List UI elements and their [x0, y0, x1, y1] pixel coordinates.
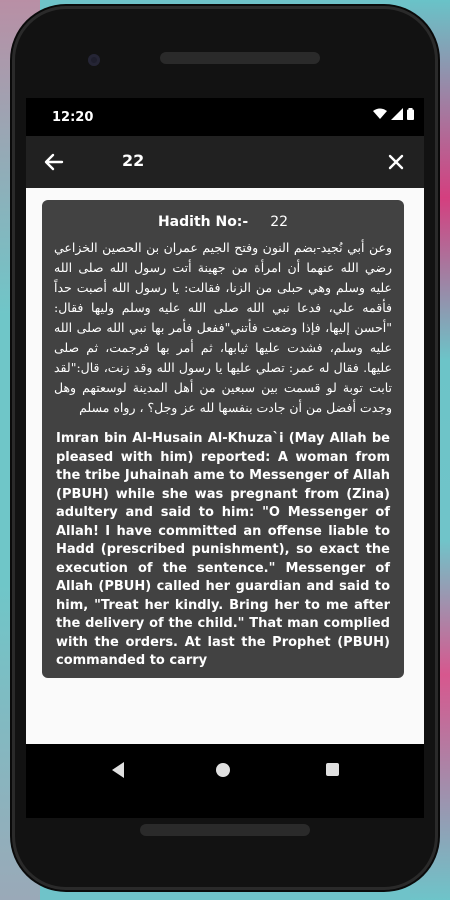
- front-camera: [88, 54, 100, 66]
- navigation-bar: [26, 744, 424, 802]
- app-bar: [26, 136, 424, 188]
- arrow-left-icon: [44, 152, 64, 172]
- page-title: 22: [122, 151, 145, 170]
- hadith-number-header: [42, 214, 404, 230]
- nav-recent-apps-icon[interactable]: [326, 763, 339, 776]
- earpiece-speaker: [160, 52, 320, 64]
- close-button[interactable]: [382, 148, 410, 176]
- hadith-card[interactable]: [42, 200, 404, 678]
- hadith-label: Hadith No:-: [157, 214, 249, 230]
- nav-home-icon[interactable]: [216, 763, 230, 777]
- wifi-icon: [373, 108, 387, 120]
- close-icon: [387, 153, 405, 171]
- phone-frame: [12, 6, 438, 890]
- nav-back-icon[interactable]: [112, 762, 124, 778]
- battery-icon: [407, 108, 414, 120]
- content-area: [26, 188, 424, 744]
- status-bar: [26, 98, 424, 136]
- arabic-text: وعن أبي نُجيد-بضم النون وفتح الجيم عمران بن الحصين الخزاعي رضي الله عنهما أن امرأة من جهينة أتت رسول الله صلى الله عليه وسلم وهي حبلى من الزنا، فقالت: يا رسول الله أصبت حداً فأقمه علي، فدعا نبي الله صلى الله عليه وسلم وليها فقال: "أحسن إليها، فإذا وضعت فأتني"ففعل فأمر بها نبي الله صلى الله عليه وسلم، فشدت عليها ثيابها، ثم أمر بها فرجمت، ثم صلى عليها. فقال له عمر: تصلي عليها يا رسول الله وقد زنت، قال:"لقد تابت توبة لو قسمت بين سبعين من أهل المدينة لوسعتهم وهل وجدت أفضل من أن جادت بنفسها لله عز وجل؟ ، رواه مسلم: [54, 240, 392, 415]
- status-time: 12:20: [52, 110, 94, 125]
- english-text: Imran bin Al-Husain Al-Khuza`i (May Allah be pleased with him) reported: A woman from the tribe Juhainah ame to Messenger of Allah (PBUH) while she was pregnant from (Zina) adultery and said to him: "O Messenger of Allah! I have committed an offense liable to Hadd (prescribed punishment), so exact the execution of the sentence." Messenger of Allah (PBUH) called her guardian and said to him, "Treat her kindly. Bring her to me after the delivery of the child." That man complied with the orders. At last the Prophet (PBUH) commanded to carry: [56, 431, 390, 668]
- status-icons: [373, 108, 414, 120]
- bottom-speaker: [140, 824, 310, 836]
- screen: [26, 98, 424, 818]
- back-button[interactable]: [40, 148, 68, 176]
- signal-icon: [391, 108, 403, 120]
- hadith-number: 22: [270, 214, 289, 230]
